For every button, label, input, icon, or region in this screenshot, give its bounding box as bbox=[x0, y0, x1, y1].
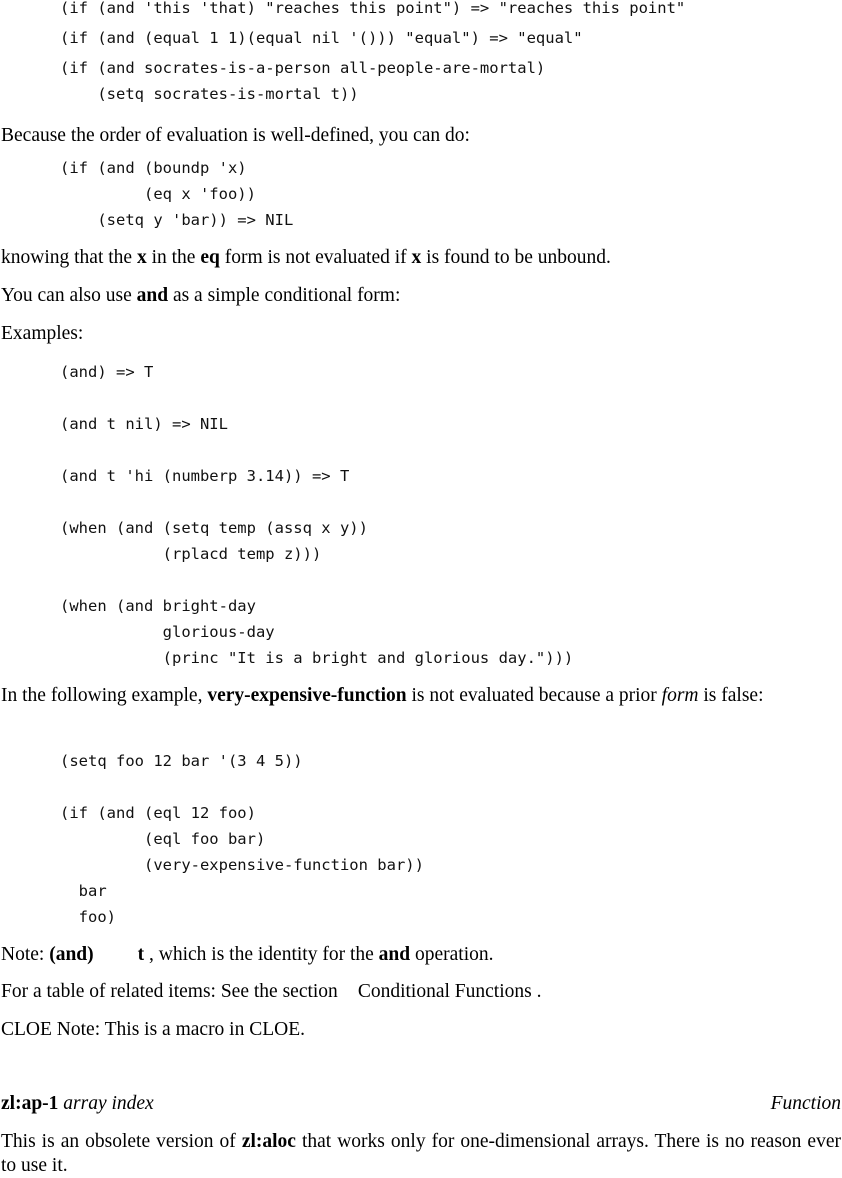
code-example-and-if bbox=[60, 0, 685, 107]
entry-args: array index bbox=[63, 1093, 154, 1114]
code-line: (when (and bright-day bbox=[60, 597, 256, 615]
entry-header bbox=[1, 1092, 841, 1116]
symbol-zl-aloc: zl:aloc bbox=[241, 1131, 296, 1152]
code-line: (setq socrates-is-mortal t)) bbox=[60, 85, 359, 103]
code-line: (when (and (setq temp (assq x y)) bbox=[60, 519, 368, 537]
text: form is not evaluated if bbox=[219, 247, 412, 268]
cloe-note: CLOE Note: This is a macro in CLOE. bbox=[1, 1019, 306, 1040]
code-line: foo) bbox=[60, 908, 116, 926]
note-line bbox=[1, 943, 841, 967]
code-line: (princ "It is a bright and glorious day."))) bbox=[60, 649, 574, 667]
symbol-eq: eq bbox=[200, 247, 220, 268]
code-line: (if (and socrates-is-a-person all-people-are-mortal) bbox=[60, 59, 546, 77]
paragraph-following bbox=[1, 684, 841, 708]
code-line: (and t 'hi (numberp 3.14)) => T bbox=[60, 467, 350, 485]
symbol-and: and bbox=[136, 285, 169, 306]
code-line: (setq foo 12 bar '(3 4 5)) bbox=[60, 752, 303, 770]
text: knowing that the bbox=[1, 247, 137, 268]
code-line: (setq y 'bar)) => NIL bbox=[60, 211, 294, 229]
term-form: form bbox=[661, 685, 699, 706]
text: is not evaluated because a prior bbox=[406, 685, 662, 706]
entry-name: zl:ap-1 bbox=[1, 1093, 59, 1114]
text: Note: bbox=[1, 944, 50, 965]
code-line: bar bbox=[60, 882, 107, 900]
code-example-setq-foo bbox=[60, 748, 424, 930]
text: is found to be unbound. bbox=[421, 247, 611, 268]
text: as a simple conditional form: bbox=[168, 285, 401, 306]
related-items-line bbox=[1, 980, 841, 1004]
text: in the bbox=[146, 247, 201, 268]
symbol-x: x bbox=[136, 247, 147, 268]
code-line: (eql foo bar) bbox=[60, 830, 266, 848]
code-line: (very-expensive-function bar)) bbox=[60, 856, 424, 874]
code-line: (if (and 'this 'that) "reaches this point") => "reaches this point" bbox=[60, 0, 686, 17]
text: operation. bbox=[410, 944, 494, 965]
paragraph-also bbox=[1, 284, 841, 308]
text: In the following example, bbox=[1, 685, 208, 706]
code-line: (eq x 'foo)) bbox=[60, 185, 256, 203]
text: For a table of related items: See the section bbox=[1, 981, 338, 1002]
entry-kind: Function bbox=[770, 1093, 841, 1114]
paragraph-order: Because the order of evaluation is well-defined, you can do: bbox=[1, 125, 470, 146]
examples-label: Examples: bbox=[1, 323, 84, 344]
code-line: (if (and (boundp 'x) bbox=[60, 159, 247, 177]
code-examples bbox=[60, 359, 573, 671]
section-link-conditional-functions[interactable]: Conditional Functions bbox=[357, 981, 532, 1002]
entry-description bbox=[1, 1130, 841, 1178]
symbol-very-expensive-function: very-expensive-function bbox=[207, 685, 407, 706]
text: that works only for one-dimensional arrays. There is no reason ever to use it. bbox=[1, 1131, 841, 1176]
code-line: (rplacd temp z))) bbox=[60, 545, 322, 563]
code-line: (and t nil) => NIL bbox=[60, 415, 228, 433]
symbol-and-form: (and) bbox=[49, 944, 94, 965]
paragraph-knowing bbox=[1, 246, 841, 270]
text: . bbox=[531, 981, 542, 1002]
symbol-t: t bbox=[137, 944, 145, 965]
text: , which is the identity for the bbox=[144, 944, 379, 965]
code-line: (if (and (eql 12 foo) bbox=[60, 804, 256, 822]
text: is false: bbox=[698, 685, 764, 706]
code-example-boundp bbox=[60, 155, 293, 233]
code-line: (and) => T bbox=[60, 363, 154, 381]
symbol-and: and bbox=[378, 944, 411, 965]
text: This is an obsolete version of bbox=[1, 1131, 242, 1152]
code-line: (if (and (equal 1 1)(equal nil '())) "equal") => "equal" bbox=[60, 29, 583, 47]
text: You can also use bbox=[1, 285, 137, 306]
code-line: glorious-day bbox=[60, 623, 275, 641]
symbol-x: x bbox=[411, 247, 422, 268]
